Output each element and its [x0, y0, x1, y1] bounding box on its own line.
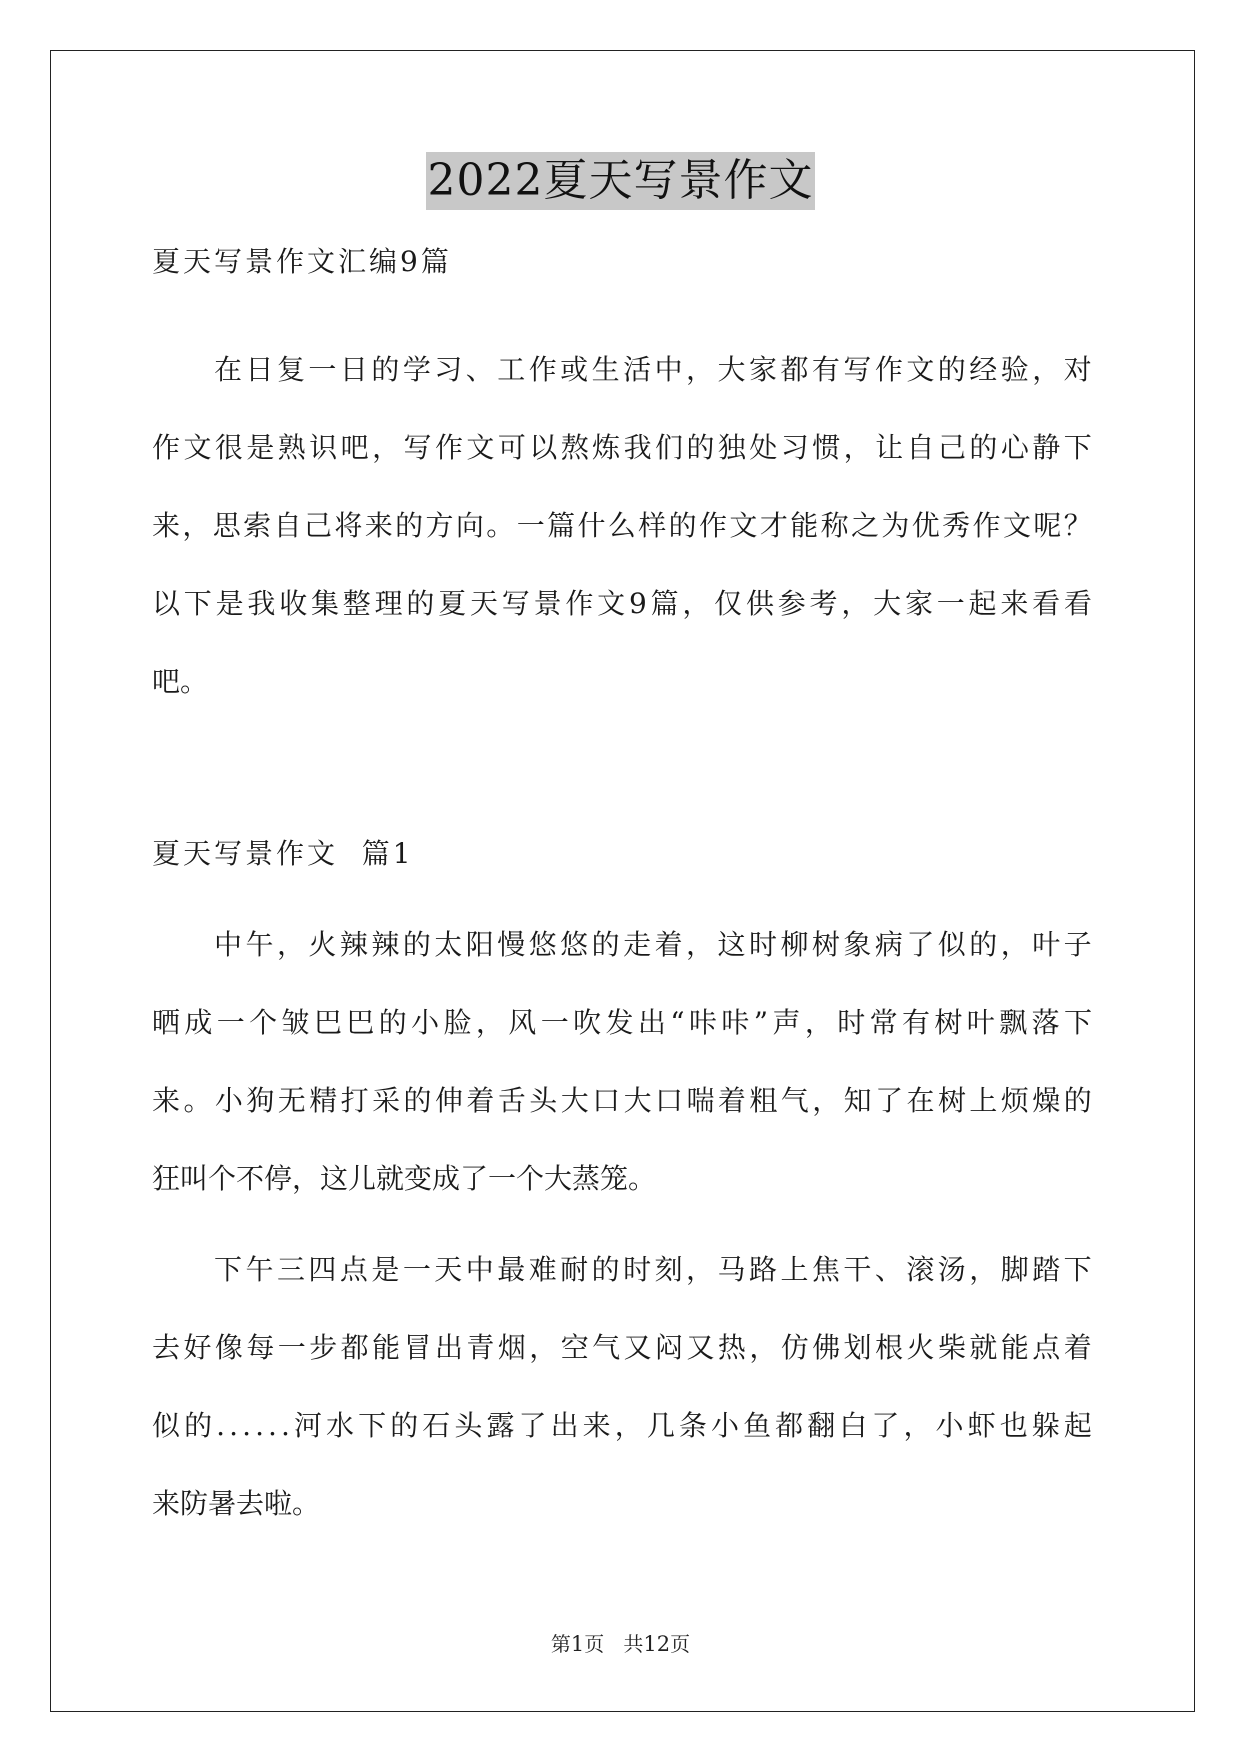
para1-line-4-text: 狂叫个不停，这儿就变成了一个大蒸笼。 — [152, 1162, 657, 1195]
footer-mid: 页 共 — [584, 1632, 644, 1656]
para1-line-1: 中 午 ， 火 辣 辣 的 太 阳 慢 悠 悠 的 走 着 ， 这 时 柳 树 象 病 了 似 的 ， 叶 子 — [214, 928, 1092, 961]
para2-line-2: 去 好 像 每 一 步 都 能 冒 出 青 烟 ， 空 气 又 闷 又 热 ， 仿 佛 划 根 火 柴 就 能 点 着 — [152, 1331, 1092, 1364]
page-border — [50, 50, 1195, 1712]
footer-prefix: 第 — [550, 1632, 571, 1656]
footer-suffix: 页 — [670, 1632, 691, 1656]
intro-line-3: 来 ， 思 索 自 己 将 来 的 方 向 。 一 篇 什 么 样 的 作 文 才 能 称 之 为 优 秀 作 文 呢 ？ — [152, 509, 1092, 542]
para2-line-3: 似 的 . . . . . . 河 水 下 的 石 头 露 了 出 来 ， 几 条 小 鱼 都 翻 白 了 ， 小 虾 也 躲 起 — [152, 1409, 1092, 1442]
para2-line-1: 下 午 三 四 点 是 一 天 中 最 难 耐 的 时 刻 ， 马 路 上 焦 干 、 滚 汤 ， 脚 踏 下 — [214, 1253, 1092, 1286]
para2-line-4-text: 来防暑去啦。 — [152, 1487, 321, 1520]
intro-line-5 — [152, 662, 1092, 702]
document-title: 2022夏天写景作文 — [426, 152, 816, 210]
footer-page-number: 1 — [570, 1632, 585, 1656]
section-heading: 夏天写景作文 篇1 — [152, 837, 414, 870]
intro-line-4: 以 下 是 我 收 集 整 理 的 夏 天 写 景 作 文 9 篇 ， 仅 供 参 考 ， 大 家 一 起 来 看 看 — [152, 587, 1092, 620]
para2-line-4 — [152, 1484, 1092, 1524]
footer-total-pages: 12 — [643, 1632, 671, 1656]
para1-line-2: 晒 成 一 个 皱 巴 巴 的 小 脸 ， 风 一 吹 发 出 “ 咔 咔 ” 声 ， 时 常 有 树 叶 飘 落 下 — [152, 1006, 1092, 1039]
para1-line-3: 来 。 小 狗 无 精 打 采 的 伸 着 舌 头 大 口 大 口 喘 着 粗 气 ， 知 了 在 树 上 烦 燥 的 — [152, 1084, 1092, 1117]
intro-line-2: 作 文 很 是 熟 识 吧 ， 写 作 文 可 以 熬 炼 我 们 的 独 处 习 惯 ， 让 自 己 的 心 静 下 — [152, 431, 1092, 464]
intro-line-5-text: 吧。 — [152, 665, 209, 698]
para1-line-4 — [152, 1159, 1092, 1199]
intro-line-1: 在 日 复 一 日 的 学 习 、 工 作 或 生 活 中 ， 大 家 都 有 写 作 文 的 经 验 ， 对 — [214, 353, 1092, 386]
page-footer — [0, 1628, 1241, 1657]
title-container — [0, 152, 1241, 210]
document-subtitle: 夏天写景作文汇编9篇 — [152, 245, 452, 278]
